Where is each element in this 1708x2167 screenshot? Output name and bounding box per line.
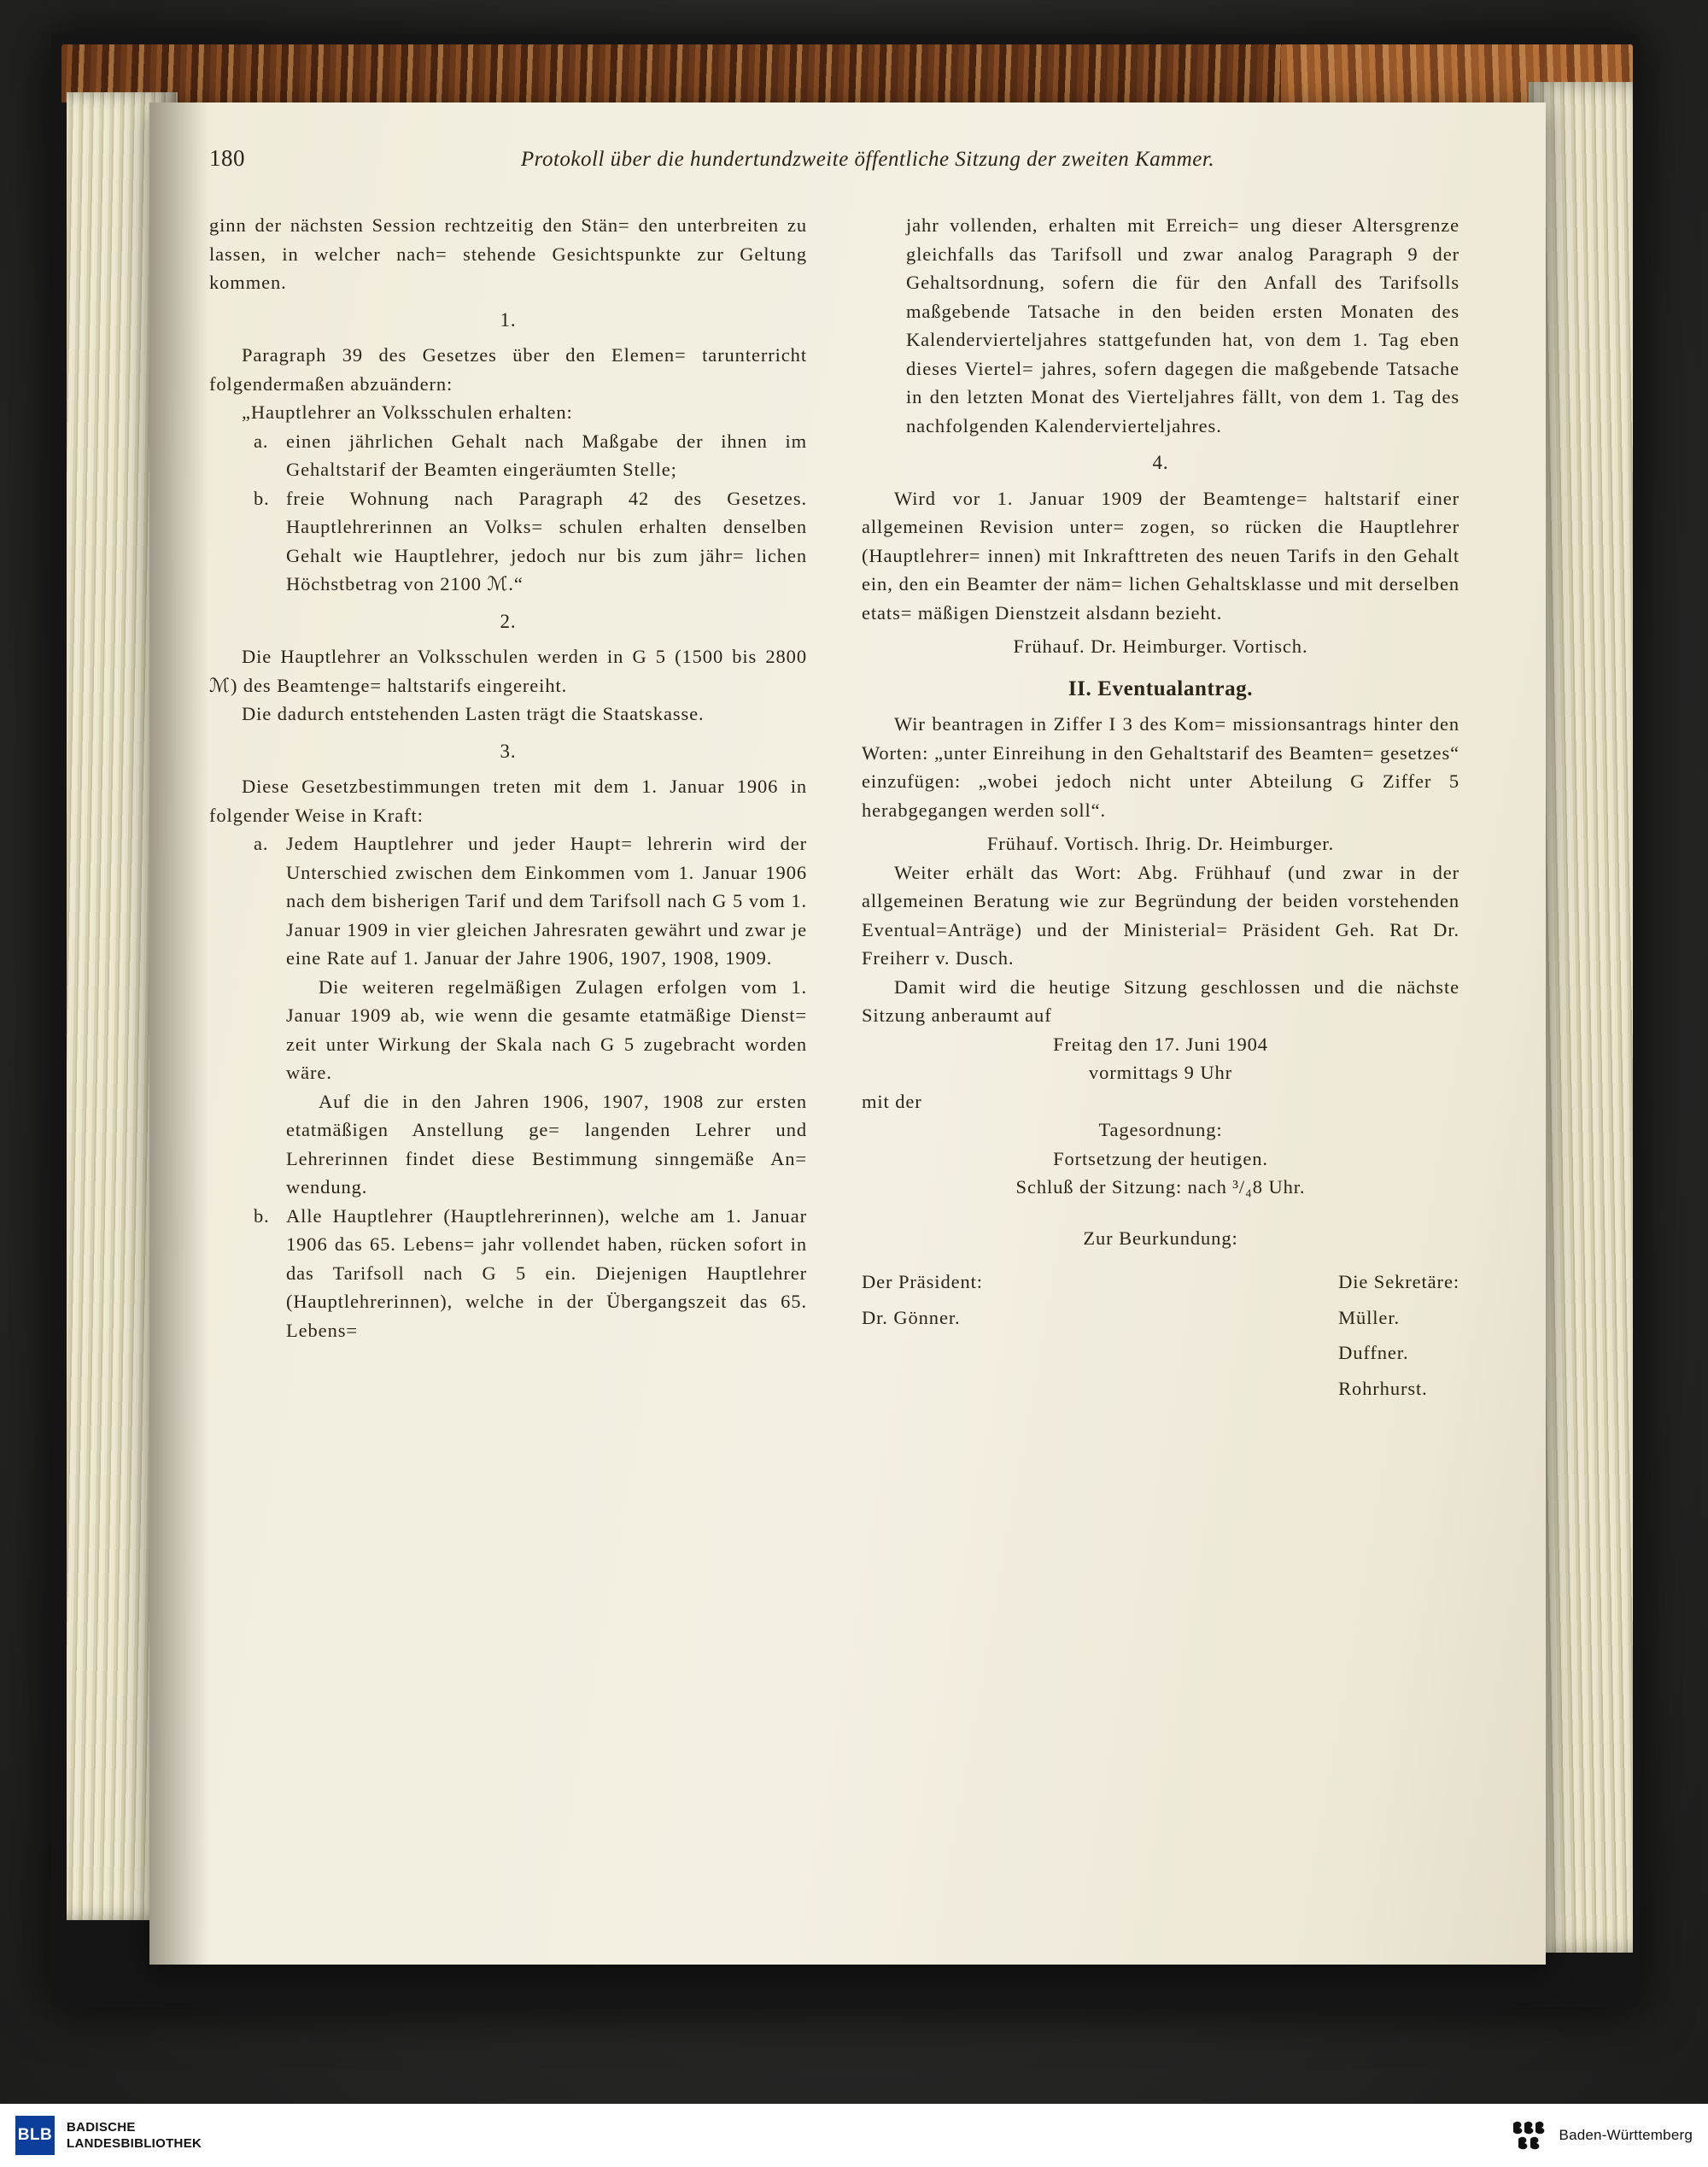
section-heading-eventualantrag: II. Eventualantrag. bbox=[1068, 676, 1254, 700]
secretaries-column bbox=[1338, 1268, 1459, 1409]
library-name bbox=[67, 2119, 202, 2152]
secretary-name: Duffner. bbox=[1338, 1342, 1409, 1363]
library-name-line1: BADISCHE bbox=[67, 2120, 136, 2135]
with-line: mit der bbox=[862, 1090, 922, 1112]
column-left bbox=[209, 211, 807, 1409]
list-item bbox=[254, 427, 807, 484]
two-column-body bbox=[209, 211, 1499, 1409]
viewer-footer bbox=[0, 2104, 1708, 2167]
section-number-4: 4. bbox=[1152, 452, 1169, 473]
section-number-2: 2. bbox=[500, 610, 517, 632]
list-item-label: a. bbox=[254, 833, 269, 854]
list-item bbox=[254, 1202, 807, 1345]
list-item-text: Die weiteren regelmäßigen Zulagen erfolgen vom 1. Januar 1909 ab, wie wenn die gesamte etatmäßige Dienst= zeit unter Wirkung der Skala nach G 5 zugebracht worden wäre. bbox=[286, 975, 807, 1083]
paragraph-continuation: jahr vollenden, erhalten mit Erreich= ung dieser Altersgrenze gleichfalls das Tarifsoll und zwar analog Paragraph 9 der Gehaltsordnung, sofern die für den Anfall des Tarifsolls maßgebende Tatsache in den beiden ersten Monaten des Kalendervierteljahres stattgefunden hat, von dem 1. Tag eben dieses Viertel= jahres, sofern dagegen die maßgebende Tatsache in den letzten Monat des Vierteljahres fällt, von dem 1. Tag des nachfolgenden Kalendervierteljahres. bbox=[906, 214, 1459, 436]
list-item-label: b. bbox=[254, 487, 270, 509]
list-item-text: Alle Hauptlehrer (Hauptlehrerinnen), welche am 1. Januar 1906 das 65. Lebens= jahr vollendet haben, rücken sofort in das Tarifsoll nach G 5 ein. Diejenigen Hauptlehrer (Hauptlehrerinnen), welche in der Übergangszeit das 65. Lebens= bbox=[286, 1204, 807, 1341]
list-item-continuation bbox=[254, 973, 807, 1087]
list-item-label: b. bbox=[254, 1204, 270, 1227]
page-content bbox=[209, 145, 1499, 1905]
agenda-heading: Tagesordnung: bbox=[1098, 1119, 1223, 1140]
paragraph-3: Diese Gesetzbestimmungen treten mit dem 1. Januar 1906 in folgender Weise in Kraft: bbox=[209, 776, 807, 826]
page-title: Protokoll über die hundertundzweite öffentliche Sitzung der zweiten Kammer. bbox=[520, 148, 1215, 171]
section-number-3: 3. bbox=[500, 740, 517, 762]
list-item-label: a. bbox=[254, 430, 269, 452]
blb-logo-icon: BLB bbox=[15, 2116, 55, 2155]
paragraph-2b: Die dadurch entstehenden Lasten trägt die Staatskasse. bbox=[242, 703, 705, 724]
next-session-time: vormittags 9 Uhr bbox=[1088, 1062, 1233, 1083]
state-label: Baden-Württemberg bbox=[1559, 2127, 1693, 2143]
coat-of-arms-icon bbox=[1508, 2117, 1549, 2154]
list-item-spacer bbox=[254, 1087, 276, 1202]
agenda-item: Fortsetzung der heutigen. bbox=[1053, 1147, 1268, 1169]
list-item-text: freie Wohnung nach Paragraph 42 des Gesetzes. Hauptlehrerinnen an Volks= schulen erhalten denselben Gehalt wie Hauptlehrer, jedoch nur bis zum jähr= lichen Höchstbetrag von 2100 ℳ.“ bbox=[286, 487, 807, 594]
signature-line-2: Frühauf. Vortisch. Ihrig. Dr. Heimburger. bbox=[986, 833, 1335, 854]
list-item-continuation bbox=[254, 1087, 807, 1202]
paragraph-1b: „Hauptlehrer an Volksschulen erhalten: bbox=[242, 401, 573, 423]
secretary-name: Rohrhurst. bbox=[1338, 1377, 1428, 1399]
list-item-text: Auf die in den Jahren 1906, 1907, 1908 zur ersten etatmäßigen Anstellung ge= langenden Lehrer und Lehrerinnen findet diese Bestimmung sinngemäße An= wendung. bbox=[286, 1090, 807, 1198]
list-item-text: Jedem Hauptlehrer und jeder Haupt= lehrerin wird der Unterschied zwischen dem Einkommen vom 1. Januar 1906 nach dem bisherigen Tarif und dem Tarifsoll nach G 5 vom 1. Januar 1909 in vier gleichen Jahresraten gewährt und zwar je eine Rate auf 1. Januar der Jahre 1906, 1907, 1908, 1909. bbox=[286, 833, 807, 969]
president-name: Dr. Gönner. bbox=[862, 1306, 961, 1328]
list-item bbox=[254, 829, 807, 973]
list-item-spacer bbox=[254, 973, 276, 1087]
president-column bbox=[862, 1268, 983, 1409]
president-label: Der Präsident: bbox=[862, 1271, 983, 1292]
signature-line-1: Frühauf. Dr. Heimburger. Vortisch. bbox=[1013, 635, 1308, 657]
page-number: 180 bbox=[209, 145, 245, 171]
next-session-date: Freitag den 17. Juni 1904 bbox=[1053, 1033, 1268, 1055]
paragraph-7: Damit wird die heutige Sitzung geschlossen und die nächste Sitzung anberaumt auf bbox=[862, 975, 1459, 1026]
paragraph-2: Die Hauptlehrer an Volksschulen werden in G 5 (1500 bis 2800 ℳ) des Beamtenge= haltstarifs eingereiht. bbox=[209, 646, 807, 696]
session-close-line: Schluß der Sitzung: nach ³/₄8 Uhr. bbox=[1015, 1176, 1306, 1198]
attestation-heading: Zur Beurkundung: bbox=[1083, 1227, 1238, 1249]
state-branding[interactable] bbox=[1508, 2117, 1693, 2154]
section-number-1: 1. bbox=[500, 308, 517, 331]
secretary-name: Müller. bbox=[1338, 1306, 1400, 1328]
list-item-text: einen jährlichen Gehalt nach Maßgabe der ihnen im Gehaltstarif der Beamten eingeräumten Stelle; bbox=[286, 430, 807, 480]
signature-block bbox=[862, 1268, 1459, 1409]
library-name-line2: LANDESBIBLIOTHEK bbox=[67, 2136, 202, 2151]
secretaries-label: Die Sekretäre: bbox=[1338, 1271, 1459, 1292]
library-branding[interactable] bbox=[15, 2116, 202, 2155]
paragraph-1: Paragraph 39 des Gesetzes über den Elemen= tarunterricht folgendermaßen abzuändern: bbox=[209, 344, 807, 395]
list-item bbox=[254, 484, 807, 599]
column-right bbox=[862, 211, 1459, 1409]
paragraph-4: Wird vor 1. Januar 1909 der Beamtenge= haltstarif einer allgemeinen Revision unter= zogen, so rücken die Hauptlehrer (Hauptlehrer= innen) mit Inkrafttreten des neuen Tarifs in den Gehalt ein, den ein Beamter der näm= lichen Gehaltsklasse und mit derselben etats= mäßigen Dienstzeit alsdann bezieht. bbox=[862, 487, 1459, 624]
paragraph-catchline: ginn der nächsten Session rechtzeitig den Stän= den unterbreiten zu lassen, in welcher nach= stehende Gesichtspunkte zur Geltung kommen. bbox=[209, 214, 807, 293]
paragraph-5: Wir beantragen in Ziffer I 3 des Kom= missionsantrags hinter den Worten: „unter Einreihung in den Gehaltstarif des Beamten= gesetzes“ einzufügen: „wobei jedoch nicht unter Abteilung G Ziffer 5 herabgegangen werden soll“. bbox=[862, 713, 1459, 821]
running-head bbox=[209, 145, 1499, 172]
paragraph-6: Weiter erhält das Wort: Abg. Frühhauf (und zwar in der allgemeinen Beratung wie zur Begründung der beiden vorstehenden Eventual=Anträge) und der Ministerial= Präsident Geh. Rat Dr. Freiherr v. Dusch. bbox=[862, 861, 1459, 969]
